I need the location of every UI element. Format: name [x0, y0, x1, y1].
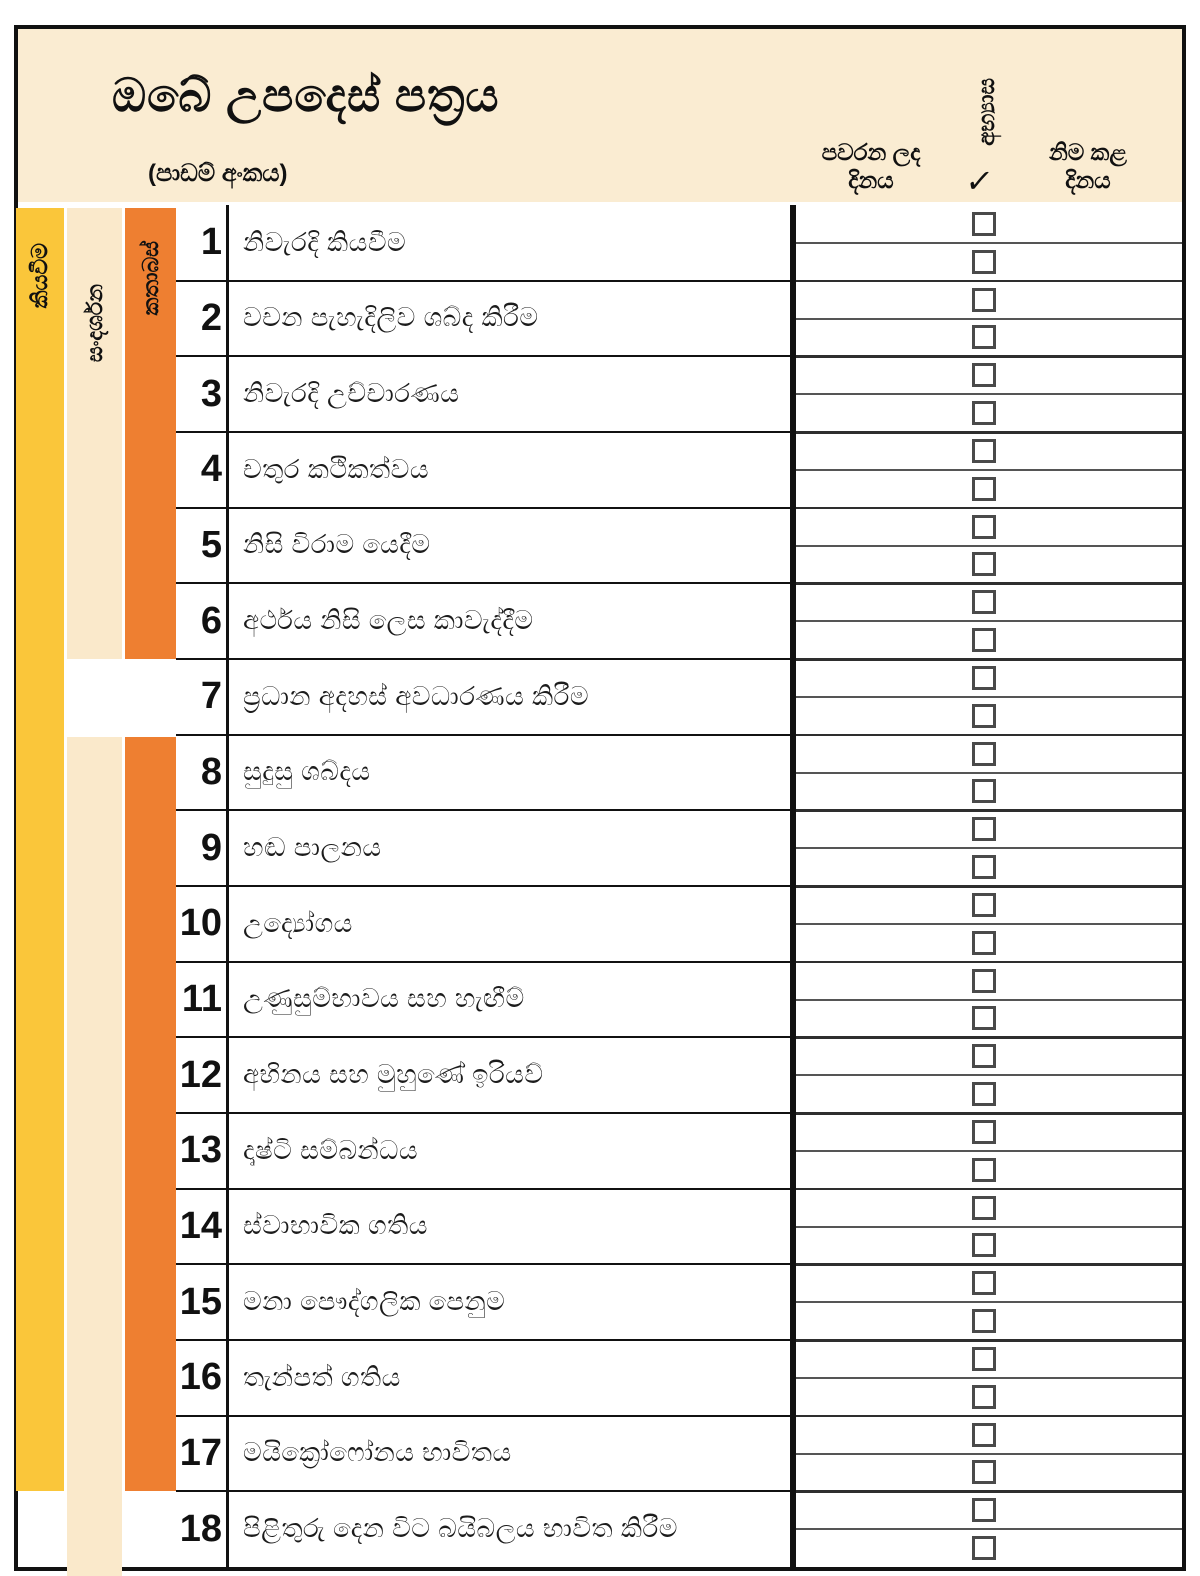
half-row-divider: [796, 1377, 1182, 1379]
exercise-checkbox[interactable]: [972, 1271, 996, 1295]
row-number: 18: [179, 1507, 222, 1550]
row-number: 13: [179, 1129, 222, 1172]
exercise-checkbox[interactable]: [972, 628, 996, 652]
half-row-divider: [796, 696, 1182, 698]
exercise-checkbox[interactable]: [972, 212, 996, 236]
col-header-date-assigned-line2: දිනය: [848, 167, 894, 193]
exercise-checkbox[interactable]: [972, 1196, 996, 1220]
half-row-divider: [796, 772, 1182, 774]
half-row-divider: [796, 923, 1182, 925]
half-row-divider: [796, 545, 1182, 547]
row-divider-right: [796, 1263, 1182, 1266]
strip-segment-reading: [16, 208, 64, 1491]
row-number: 8: [200, 750, 222, 793]
row-label: දෘෂ්ටි සම්බන්ධය: [243, 1134, 419, 1165]
row-label: මනා පෞද්ගලික පෙනුම: [243, 1286, 506, 1317]
strip-label-text-reading: කියවීම: [27, 242, 52, 309]
row-divider-right: [796, 734, 1182, 737]
exercise-checkbox[interactable]: [972, 1044, 996, 1068]
exercise-checkbox[interactable]: [972, 401, 996, 425]
exercise-checkbox[interactable]: [972, 704, 996, 728]
row-label: සුදුසු ශබ්දය: [243, 756, 371, 787]
row-label: චතුර කථිකත්වය: [243, 453, 430, 484]
row-label: නිසි විරාම යෙදීම: [243, 529, 431, 560]
half-row-divider: [796, 1150, 1182, 1152]
col-header-date-assigned-line1: පවරන ලද: [821, 139, 921, 165]
exercise-checkbox[interactable]: [972, 1309, 996, 1333]
row-label: අභිනය සහ මුහුණේ ඉරියව්: [243, 1059, 544, 1090]
half-row-divider: [796, 1528, 1182, 1530]
exercise-checkbox[interactable]: [972, 1498, 996, 1522]
exercise-checkbox[interactable]: [972, 363, 996, 387]
row-label: මයික්‍රෝෆෝනය භාවිතය: [243, 1437, 512, 1468]
row-divider-right: [796, 280, 1182, 283]
half-row-divider: [796, 393, 1182, 395]
exercise-checkbox[interactable]: [972, 477, 996, 501]
row-label: නිවැරදි උච්චාරණය: [243, 378, 460, 409]
strip-label-text-demonstrations: සංදර්ශන: [81, 283, 107, 363]
row-divider-right: [796, 1490, 1182, 1493]
exercise-checkbox[interactable]: [972, 779, 996, 803]
row-divider-right: [796, 507, 1182, 510]
half-row-divider: [796, 847, 1182, 849]
exercise-checkbox[interactable]: [972, 1385, 996, 1409]
row-number: 10: [179, 902, 222, 945]
half-row-divider: [796, 1226, 1182, 1228]
half-row-divider: [796, 999, 1182, 1001]
col-header-date-assigned: [796, 138, 946, 194]
exercise-checkbox[interactable]: [972, 1536, 996, 1560]
half-row-divider: [796, 318, 1182, 320]
row-label: පිළිතුරු දෙන විට බයිබලය භාවිත කිරීම: [243, 1513, 678, 1544]
row-number: 5: [200, 523, 222, 566]
row-number: 3: [200, 372, 222, 415]
half-row-divider: [796, 242, 1182, 244]
row-number: 6: [200, 599, 222, 642]
row-number: 14: [179, 1204, 222, 1247]
row-label: අර්ථය නිසි ලෙස කාවැද්දීම: [243, 605, 534, 636]
exercise-checkbox[interactable]: [972, 515, 996, 539]
col-header-date-completed-line1: නිම කළ: [1049, 139, 1127, 165]
half-row-divider: [796, 1301, 1182, 1303]
exercise-checkbox[interactable]: [972, 1120, 996, 1144]
row-label: ස්වාභාවික ගතිය: [243, 1210, 428, 1241]
row-number: 4: [200, 448, 222, 491]
exercise-checkbox[interactable]: [972, 931, 996, 955]
row-divider-right: [796, 1339, 1182, 1342]
row-divider-right: [796, 885, 1182, 888]
row-number: 11: [181, 977, 222, 1020]
exercise-checkbox[interactable]: [972, 288, 996, 312]
exercise-checkbox[interactable]: [972, 742, 996, 766]
exercise-checkbox[interactable]: [972, 893, 996, 917]
col-header-exercise: [962, 56, 1010, 168]
row-label: තැන්පත් ගතිය: [243, 1361, 401, 1392]
exercise-checkbox[interactable]: [972, 666, 996, 690]
row-label: උද්‍යෝගය: [243, 907, 353, 938]
row-divider-right: [796, 582, 1182, 585]
exercise-checkbox[interactable]: [972, 1423, 996, 1447]
row-number: 12: [179, 1053, 222, 1096]
row-divider-right: [796, 1112, 1182, 1115]
half-row-divider: [796, 1074, 1182, 1076]
row-number: 2: [200, 296, 222, 339]
half-row-divider: [796, 620, 1182, 622]
half-row-divider: [796, 1453, 1182, 1455]
exercise-checkbox[interactable]: [972, 250, 996, 274]
exercise-checkbox[interactable]: [972, 1082, 996, 1106]
row-divider-right: [796, 1036, 1182, 1039]
row-divider-right: [796, 1188, 1182, 1191]
row-number: 16: [179, 1356, 222, 1399]
row-number: 7: [200, 675, 222, 718]
row-label: උණුසුම්භාවය සහ හැඟීම්: [243, 983, 525, 1014]
row-label: වචන පැහැදිලිව ශබ්ද කිරීම: [243, 302, 539, 333]
row-divider-right: [796, 1415, 1182, 1418]
row-divider-right: [796, 355, 1182, 358]
strip-label-reading: [16, 213, 64, 338]
strip-label-demonstrations: [67, 213, 122, 433]
exercise-checkbox[interactable]: [972, 552, 996, 576]
exercise-vertical-label: අභ්‍යාස: [972, 78, 999, 146]
exercise-checkbox[interactable]: [972, 969, 996, 993]
half-row-divider: [796, 469, 1182, 471]
form-title: ඔබේ උපදෙස් පත්‍රය: [112, 69, 500, 121]
row-divider-right: [796, 431, 1182, 434]
exercise-checkbox[interactable]: [972, 1233, 996, 1257]
exercise-checkbox[interactable]: [972, 1347, 996, 1371]
strip-label-text-talks: කතාබස්: [137, 240, 163, 316]
exercise-checkbox[interactable]: [972, 325, 996, 349]
row-number: 1: [200, 221, 222, 264]
number-column-separator: [226, 205, 229, 1567]
row-divider-right: [796, 658, 1182, 661]
row-number: 17: [179, 1431, 222, 1474]
row-label: හඬ පාලනය: [243, 832, 382, 863]
exercise-checkbox[interactable]: [972, 1006, 996, 1030]
row-label: ප්‍රධාන අදහස් අවධාරණය කිරීම: [243, 680, 590, 711]
exercise-checkbox[interactable]: [972, 1460, 996, 1484]
col-header-date-completed-line2: දිනය: [1065, 167, 1111, 193]
row-number: 9: [200, 826, 222, 869]
exercise-checkmark-icon: ✓: [963, 163, 996, 199]
exercise-checkbox[interactable]: [972, 439, 996, 463]
exercise-checkbox[interactable]: [972, 590, 996, 614]
row-divider-right: [796, 961, 1182, 964]
exercise-checkbox[interactable]: [972, 1158, 996, 1182]
row-divider-right: [796, 809, 1182, 812]
exercise-checkbox[interactable]: [972, 855, 996, 879]
form-subtitle: (පාඩම් අංකය): [148, 160, 288, 187]
row-label: නිවැරදි කියවීම: [243, 226, 407, 257]
strip-segment-demonstrations: [67, 737, 122, 1576]
exercise-checkbox[interactable]: [972, 817, 996, 841]
col-header-date-completed: [1013, 138, 1163, 194]
row-number: 15: [179, 1280, 222, 1323]
